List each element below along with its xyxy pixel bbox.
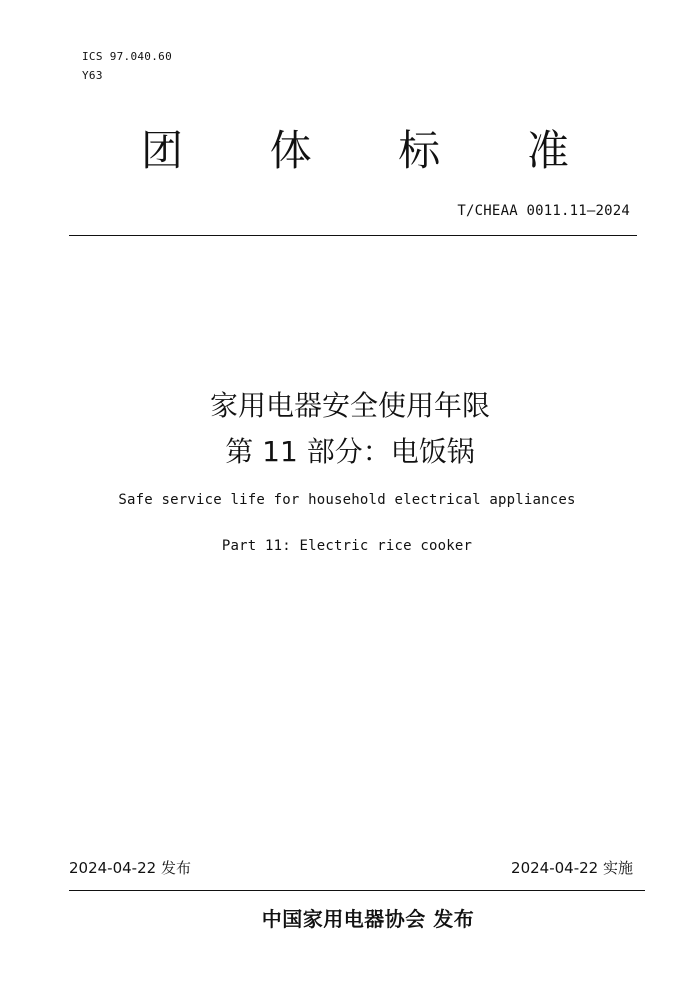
standard-type-char: 标 <box>398 126 441 175</box>
title-cn-part: 第 11 部分：电饭锅 <box>225 435 475 468</box>
standard-number: T/CHEAA 0011.11—2024 <box>457 203 630 219</box>
title-en-part: Part 11: Electric rice cooker <box>221 538 473 554</box>
title-en-main: Safe service life for household electrical appliances <box>118 492 576 508</box>
ccs-code: Y63 <box>82 69 103 82</box>
title-cn-main: 家用电器安全使用年限 <box>209 389 490 422</box>
issue-date: 2024-04-22 发布 <box>69 859 191 877</box>
top-divider <box>69 235 637 236</box>
bottom-divider <box>69 890 645 891</box>
ics-code: ICS 97.040.60 <box>82 50 172 63</box>
standard-type-char: 团 <box>140 126 183 175</box>
publisher: 中国家用电器协会 发布 <box>261 907 475 931</box>
standard-type-heading <box>140 126 570 176</box>
standard-type-char: 准 <box>526 126 569 175</box>
standard-type-char: 体 <box>269 126 312 175</box>
implementation-date: 2024-04-22 实施 <box>511 859 633 877</box>
